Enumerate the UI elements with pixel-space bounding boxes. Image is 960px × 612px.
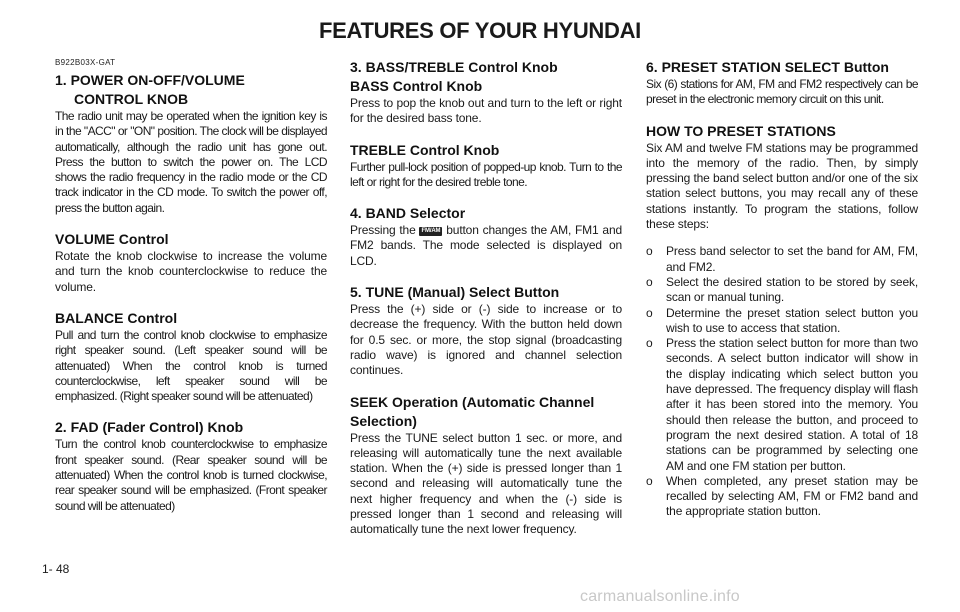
tune-button-text: Press the (+) side or (-) side to increase or to decrease the frequency. With the button held down for 0.5 sec. or more, the stop signal (broadcasting radio wave) is ignored and channel selection continues. xyxy=(350,302,622,378)
fm-am-button-icon: FM/AM xyxy=(421,228,441,235)
preset-station-heading: 6. PRESET STATION SELECT Button xyxy=(646,59,889,75)
list-item xyxy=(646,306,918,337)
band-selector-text-pre: Pressing the xyxy=(350,223,416,238)
volume-control-heading: VOLUME Control xyxy=(55,231,169,248)
document-code: B922B03X-GAT xyxy=(55,58,116,67)
balance-control-heading: BALANCE Control xyxy=(55,309,178,326)
seek-operation-heading xyxy=(350,393,622,431)
column-middle xyxy=(350,58,622,538)
band-selector-heading: 4. BAND Selector xyxy=(350,205,466,222)
fader-control-heading: 2. FAD (Fader Control) Knob xyxy=(55,419,244,436)
column-right xyxy=(646,58,918,520)
section-power-volume-heading-line2: CONTROL KNOB xyxy=(74,91,189,107)
bullet-mark: o xyxy=(646,274,653,289)
column-left xyxy=(55,58,327,514)
list-item xyxy=(646,474,918,520)
treble-control-heading: TREBLE Control Knob xyxy=(350,141,500,158)
list-item xyxy=(646,275,918,306)
how-to-preset-text: Six AM and twelve FM stations may be programmed into the memory of the radio. Then, by simply pressing the band select button and/or one of the six station select buttons, you may recall any of these stations instantly. To program the stations, follow these steps: xyxy=(646,140,918,232)
bass-control-heading: BASS Control Knob xyxy=(350,78,483,94)
page-number: 1- 48 xyxy=(42,562,70,576)
section-power-volume-heading-line1: 1. POWER ON-OFF/VOLUME xyxy=(55,72,245,88)
band-selector-text-post: button changes the AM, FM1 and FM2 bands. The mode selected is displayed on LCD. xyxy=(350,223,622,268)
fader-control-text: Turn the control knob counterclockwise to emphasize front speaker sound. (Rear speaker sound will be attenuated) When the control knob is turned clockwise, rear speaker sound will be emphasized. (Front speaker sound will be attenuated) xyxy=(55,437,327,513)
preset-station-text: Six (6) stations for AM, FM and FM2 respectively can be preset in the electronic memory circuit on this unit. xyxy=(646,77,918,107)
seek-operation-heading-line2: Selection) xyxy=(350,412,417,429)
preset-steps-list xyxy=(646,244,918,519)
bullet-mark: o xyxy=(646,336,653,351)
list-item-text: Determine the preset station select button you wish to use to access that station. xyxy=(666,305,918,335)
list-item xyxy=(646,336,918,474)
bullet-mark: o xyxy=(646,244,653,259)
bass-treble-heading: 3. BASS/TREBLE Control Knob xyxy=(350,59,558,75)
seek-operation-heading-line1: SEEK Operation (Automatic Channel xyxy=(350,393,595,410)
list-item xyxy=(646,244,918,275)
section-power-volume-text: The radio unit may be operated when the ignition key is in the "ACC" or "ON" position. The clock will be displayed automatically, although the radio unit has gone out. Press the button to switch the power on. The LCD shows the radio frequency in the radio mode or the CD track indicator in the CD mode. To switch the power off, press the button again. xyxy=(55,109,327,215)
list-item-text: Press the station select button for more than two seconds. A select button indicator will show in the display indicating which select button you have depressed. The frequency display will flash after it has been stored into the memory. You should then release the button, and proceed to program the next desired station. A total of 18 stations can be programmed by selecting one AM and one FM station per button. xyxy=(666,336,918,473)
list-item-text: Press band selector to set the band for AM, FM, and FM2. xyxy=(666,244,918,274)
how-to-preset-heading: HOW TO PRESET STATIONS xyxy=(646,122,836,139)
watermark-text: carmanualsonline.info xyxy=(580,588,740,605)
volume-control-text: Rotate the knob clockwise to increase the volume and turn the knob counterclockwise to reduce the volume. xyxy=(55,249,327,294)
list-item-text: When completed, any preset station may be recalled by selecting AM, FM or FM2 band and the appropriate station button. xyxy=(666,473,918,519)
treble-control-text: Further pull-lock position of popped-up knob. Turn to the left or right for the desired treble tone. xyxy=(350,159,622,189)
bullet-mark: o xyxy=(646,473,653,488)
section-power-volume-heading xyxy=(55,71,327,109)
balance-control-text: Pull and turn the control knob clockwise to emphasize right speaker sound. (Left speaker sound will be attenuated) When the control knob is turned counterclockwise, left speaker sound will be emphasized. (Right speaker sound will be attenuated) xyxy=(55,327,327,404)
list-item-text: Select the desired station to be stored by seek, scan or manual tuning. xyxy=(666,274,918,305)
seek-operation-text: Press the TUNE select button 1 sec. or more, and releasing will automatically tune the next available station. When the (+) side is pressed longer than 1 second and releasing will automatically tune the next higher frequency and when the (-) side is pressed longer than 1 second and releasing will automatically tune the next lower frequency. xyxy=(350,430,622,537)
tune-button-heading: 5. TUNE (Manual) Select Button xyxy=(350,284,560,301)
band-selector-text xyxy=(350,223,622,269)
bass-control-text: Press to pop the knob out and turn to the left or right for the desired bass tone. xyxy=(350,96,622,126)
page-header: FEATURES OF YOUR HYUNDAI xyxy=(318,18,641,43)
bullet-mark: o xyxy=(646,305,653,320)
